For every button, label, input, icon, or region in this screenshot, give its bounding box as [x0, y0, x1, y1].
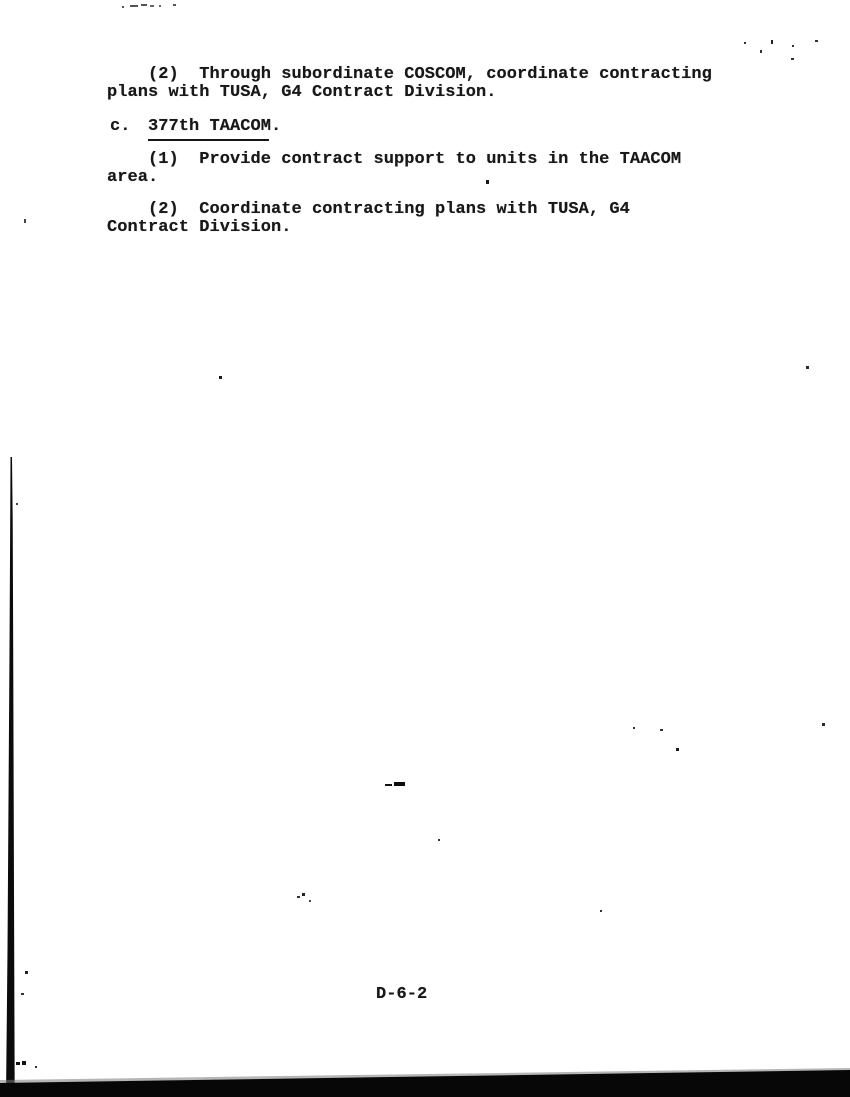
scan-dash-mark	[394, 782, 405, 786]
scan-speck	[35, 1066, 37, 1068]
scan-speck	[21, 993, 24, 995]
scan-speck	[600, 910, 602, 912]
scan-speck	[771, 40, 773, 44]
heading-period: .	[271, 117, 282, 136]
heading-377th-taacom	[148, 118, 281, 136]
scan-speck	[173, 4, 176, 6]
scan-speck	[130, 5, 138, 7]
scan-speck	[815, 40, 818, 42]
scan-artifact-left-streak	[6, 457, 15, 1097]
scan-speck	[309, 900, 311, 902]
paragraph-a2-line2: plans with TUSA, G4 Contract Division.	[107, 83, 497, 102]
scan-speck	[141, 4, 147, 6]
paragraph-c1-line1: (1) Provide contract support to units in the TAACOM	[148, 150, 682, 169]
scan-speck	[297, 896, 300, 898]
heading-underline	[148, 139, 269, 141]
scan-speck	[159, 5, 161, 7]
scan-dash-mark	[385, 784, 392, 786]
scan-speck	[744, 42, 746, 44]
scan-speck	[760, 50, 762, 53]
scan-speck	[438, 839, 440, 841]
scan-speck	[791, 58, 794, 60]
scan-speck	[660, 729, 663, 731]
scan-speck	[150, 5, 154, 7]
scan-speck	[486, 180, 489, 184]
scan-speck	[822, 723, 825, 726]
scan-speck	[24, 219, 26, 223]
scan-speck	[16, 1062, 20, 1065]
paragraph-c1-line2: area.	[107, 168, 159, 187]
scan-speck	[792, 45, 794, 47]
scan-artifact-bottom-band	[0, 1070, 850, 1097]
scan-speck	[22, 1061, 26, 1065]
paragraph-a2-line1: (2) Through subordinate COSCOM, coordinate contracting	[148, 65, 712, 84]
scan-speck	[122, 6, 124, 8]
scan-speck	[806, 366, 809, 369]
paragraph-c2-line1: (2) Coordinate contracting plans with TUSA, G4	[148, 200, 630, 219]
scan-speck	[25, 971, 28, 974]
scan-speck	[219, 376, 222, 379]
heading-item-label: c.	[110, 117, 131, 136]
scan-speck	[16, 503, 18, 505]
paragraph-c2-line2: Contract Division.	[107, 218, 292, 237]
scan-speck	[302, 893, 305, 896]
scan-speck	[676, 748, 679, 751]
heading-title-underlined: 377th TAACOM	[148, 117, 272, 136]
scan-speck	[633, 727, 635, 729]
scan-artifact-bottom-band-fringe	[0, 1068, 850, 1084]
page-number: D-6-2	[376, 985, 428, 1004]
